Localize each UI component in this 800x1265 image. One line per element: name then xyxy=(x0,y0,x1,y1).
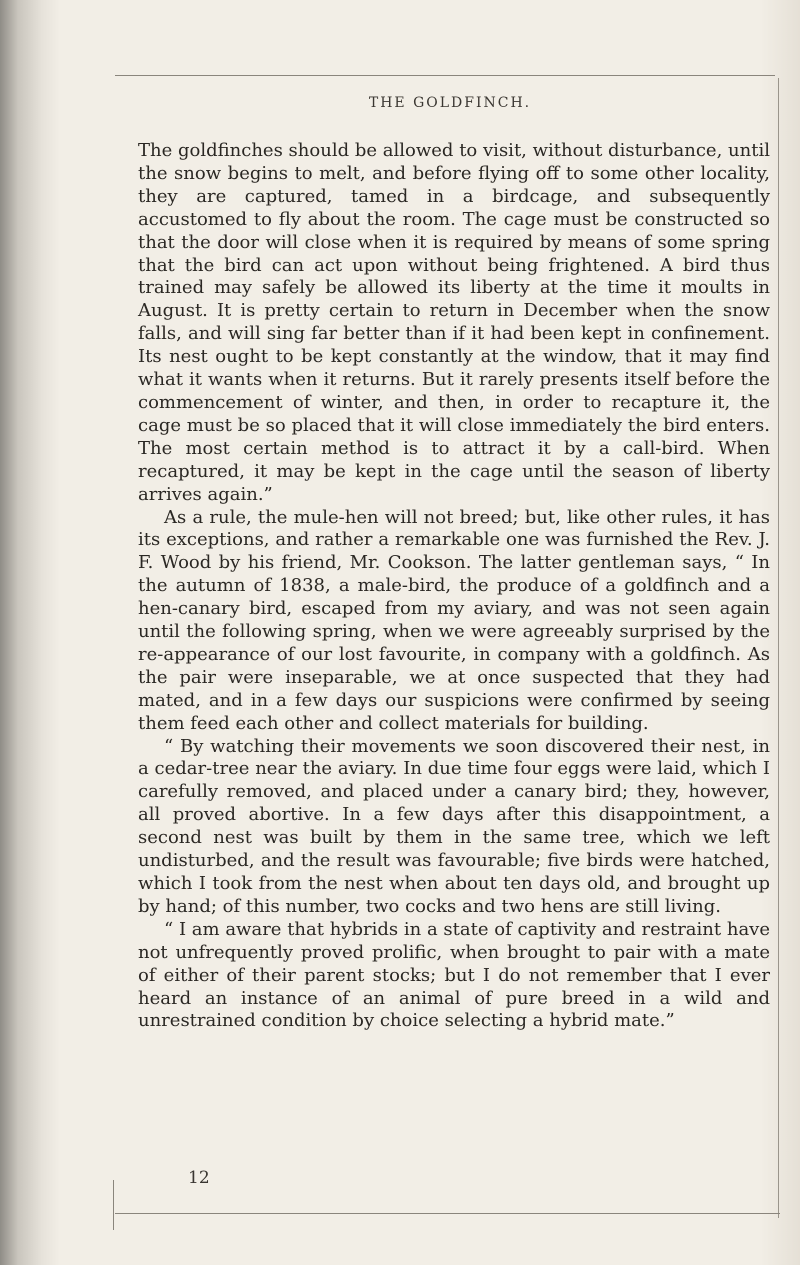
body-text xyxy=(138,140,770,1033)
right-rule xyxy=(778,78,779,1218)
paragraph: The goldfinches should be allowed to visit, without disturbance, until the snow begins to melt, and before flying off to some other locality, they are captured, tamed in a birdcage, and subsequently accustomed to fly about the room. The cage must be constructed so that the door will close when it is required by means of some spring that the bird can act upon without being frightened. A bird thus trained may safely be allowed its liberty at the time it moults in August. It is pretty certain to return in December when the snow falls, and will sing far better than if it had been kept in confinement. Its nest ought to be kept constantly at the window, that it may find what it wants when it returns. But it rarely presents itself before the commencement of winter, and then, in order to recapture it, the cage must be so placed that it will close immediately the bird enters. The most certain method is to attract it by a call-bird. When recaptured, it may be kept in the cage until the season of liberty arrives again.” xyxy=(138,140,770,505)
paragraph: “ I am aware that hybrids in a state of captivity and restraint have not unfrequently proved prolific, when brought to pair with a mate of either of their parent stocks; but I do not remember that I ever heard an instance of an animal of pure breed in a wild and unrestrained condition by choice selecting a hybrid mate.” xyxy=(138,918,770,1032)
paragraph: As a rule, the mule-hen will not breed; but, like other rules, it has its exceptions, and rather a remarkable one was furnished the Rev. J. F. Wood by his friend, Mr. Cookson. The latter gentleman says, “ In the autumn of 1838, a male-bird, the produce of a goldfinch and a hen-canary bird, escaped from my aviary, and was not seen again until the following spring, when we were agreeably surprised by the re-appearance of our lost favourite, in company with a goldfinch. As the pair were inseparable, we at once suspected that they had mated, and in a few days our suspicions were confirmed by seeing them feed each other and collect materials for building. xyxy=(138,506,770,734)
running-header: THE GOLDFINCH. xyxy=(368,95,532,111)
book-binding-shadow xyxy=(0,0,60,1265)
bottom-rule xyxy=(115,1213,780,1214)
page-number: 12 xyxy=(188,1168,210,1188)
paragraph: “ By watching their movements we soon discovered their nest, in a cedar-tree near the aviary. In due time four eggs were laid, which I carefully removed, and placed under a canary bird; they, however, all proved abortive. In a few days after this disappointment, a second nest was built by them in the same tree, which we left undisturbed, and the result was favourable; five birds were hatched, which I took from the nest when about ten days old, and brought up by hand; of this number, two cocks and two hens are still living. xyxy=(138,735,770,917)
top-rule xyxy=(115,75,775,76)
left-rule xyxy=(113,1180,114,1230)
